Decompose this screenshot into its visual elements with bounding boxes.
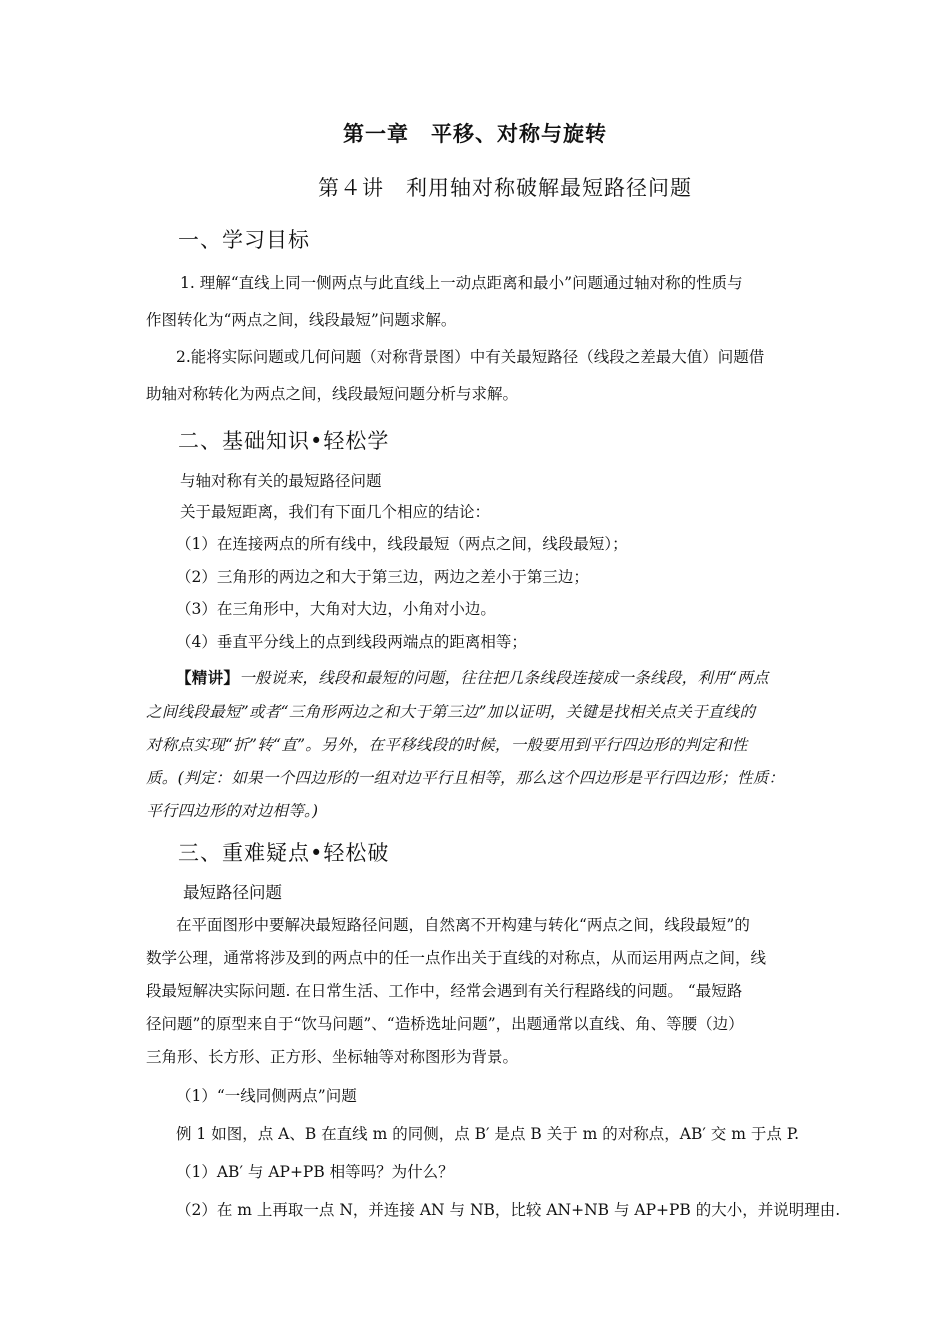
basics-lead: 关于最短距离，我们有下面几个相应的结论： [180, 503, 491, 521]
note-line-3: 对称点实现“折”转“直”。另外，在平移线段的时候，一般要用到平行四边形的判定和性 [146, 736, 748, 754]
difficulties-para-line-2: 数学公理，通常将涉及到的两点中的任一点作出关于直线的对称点，从而运用两点之间，线 [146, 949, 767, 967]
basics-item-4: （4）垂直平分线上的点到线段两端点的距离相等； [176, 633, 527, 651]
basics-item-3: （3）在三角形中，大角对大边，小角对小边。 [176, 600, 496, 618]
difficulties-subheading: 最短路径问题 [183, 883, 282, 902]
section-heading-difficulties: 三、重难疑点•轻松破 [178, 841, 390, 865]
goal-2-line-2: 助轴对称转化为两点之间，线段最短问题分析与求解。 [146, 385, 519, 403]
basics-item-2: （2）三角形的两边之和大于第三边，两边之差小于第三边； [176, 568, 589, 586]
note-tag: 【精讲】 [176, 668, 240, 687]
note-line-2: 之间线段最短”或者“三角形两边之和大于第三边”加以证明，关键是找相关点关于直线的 [146, 703, 756, 721]
note-line-4: 质。(判定：如果一个四边形的一组对边平行且相等，那么这个四边形是平行四边形；性质： [146, 769, 785, 787]
case-1-title: （1）“一线同侧两点”问题 [176, 1087, 357, 1105]
difficulties-para-line-4: 径问题”的原型来自于“饮马问题”、“造桥选址问题”，出题通常以直线、角、等腰（边） [146, 1015, 744, 1033]
section-heading-basics: 二、基础知识•轻松学 [178, 429, 390, 453]
note-line-1-text: 一般说来，线段和最短的问题，往往把几条线段连接成一条线段，利用“两点 [239, 669, 769, 687]
note-line-1 [176, 666, 769, 688]
difficulties-para-line-5: 三角形、长方形、正方形、坐标轴等对称图形为背景。 [146, 1048, 519, 1066]
example-1-question-1: （1）AB′ 与 AP+PB 相等吗？为什么？ [176, 1163, 454, 1181]
chapter-title: 第一章 平移、对称与旋转 [343, 122, 607, 146]
difficulties-para-line-1: 在平面图形中要解决最短路径问题，自然离不开构建与转化“两点之间，线段最短”的 [176, 916, 750, 934]
note-line-5: 平行四边形的对边相等。) [146, 802, 319, 820]
goal-1-line-2: 作图转化为“两点之间，线段最短”问题求解。 [146, 311, 457, 329]
basics-item-1: （1）在连接两点的所有线中，线段最短（两点之间，线段最短）； [176, 535, 628, 553]
example-1-question-2: （2）在 m 上再取一点 N，并连接 AN 与 NB，比较 AN+NB 与 AP+PB 的大小，并说明理由. [176, 1201, 841, 1219]
lecture-title: 第４讲 利用轴对称破解最短路径问题 [318, 176, 692, 200]
section-heading-goals: 一、学习目标 [178, 228, 310, 252]
goal-2-line-1: 2.能将实际问题或几何问题（对称背景图）中有关最短路径（线段之差最大值）问题借 [176, 348, 765, 366]
goal-1-line-1: 1. 理解“直线上同一侧两点与此直线上一动点距离和最小”问题通过轴对称的性质与 [180, 274, 743, 292]
difficulties-para-line-3: 段最短解决实际问题. 在日常生活、工作中，经常会遇到有关行程路线的问题。 “最短路 [146, 982, 743, 1000]
example-1-statement: 例 1 如图，点 A、B 在直线 m 的同侧，点 B′ 是点 B 关于 m 的对称点，AB′ 交 m 于点 P. [176, 1125, 799, 1143]
basics-intro: 与轴对称有关的最短路径问题 [180, 472, 382, 490]
